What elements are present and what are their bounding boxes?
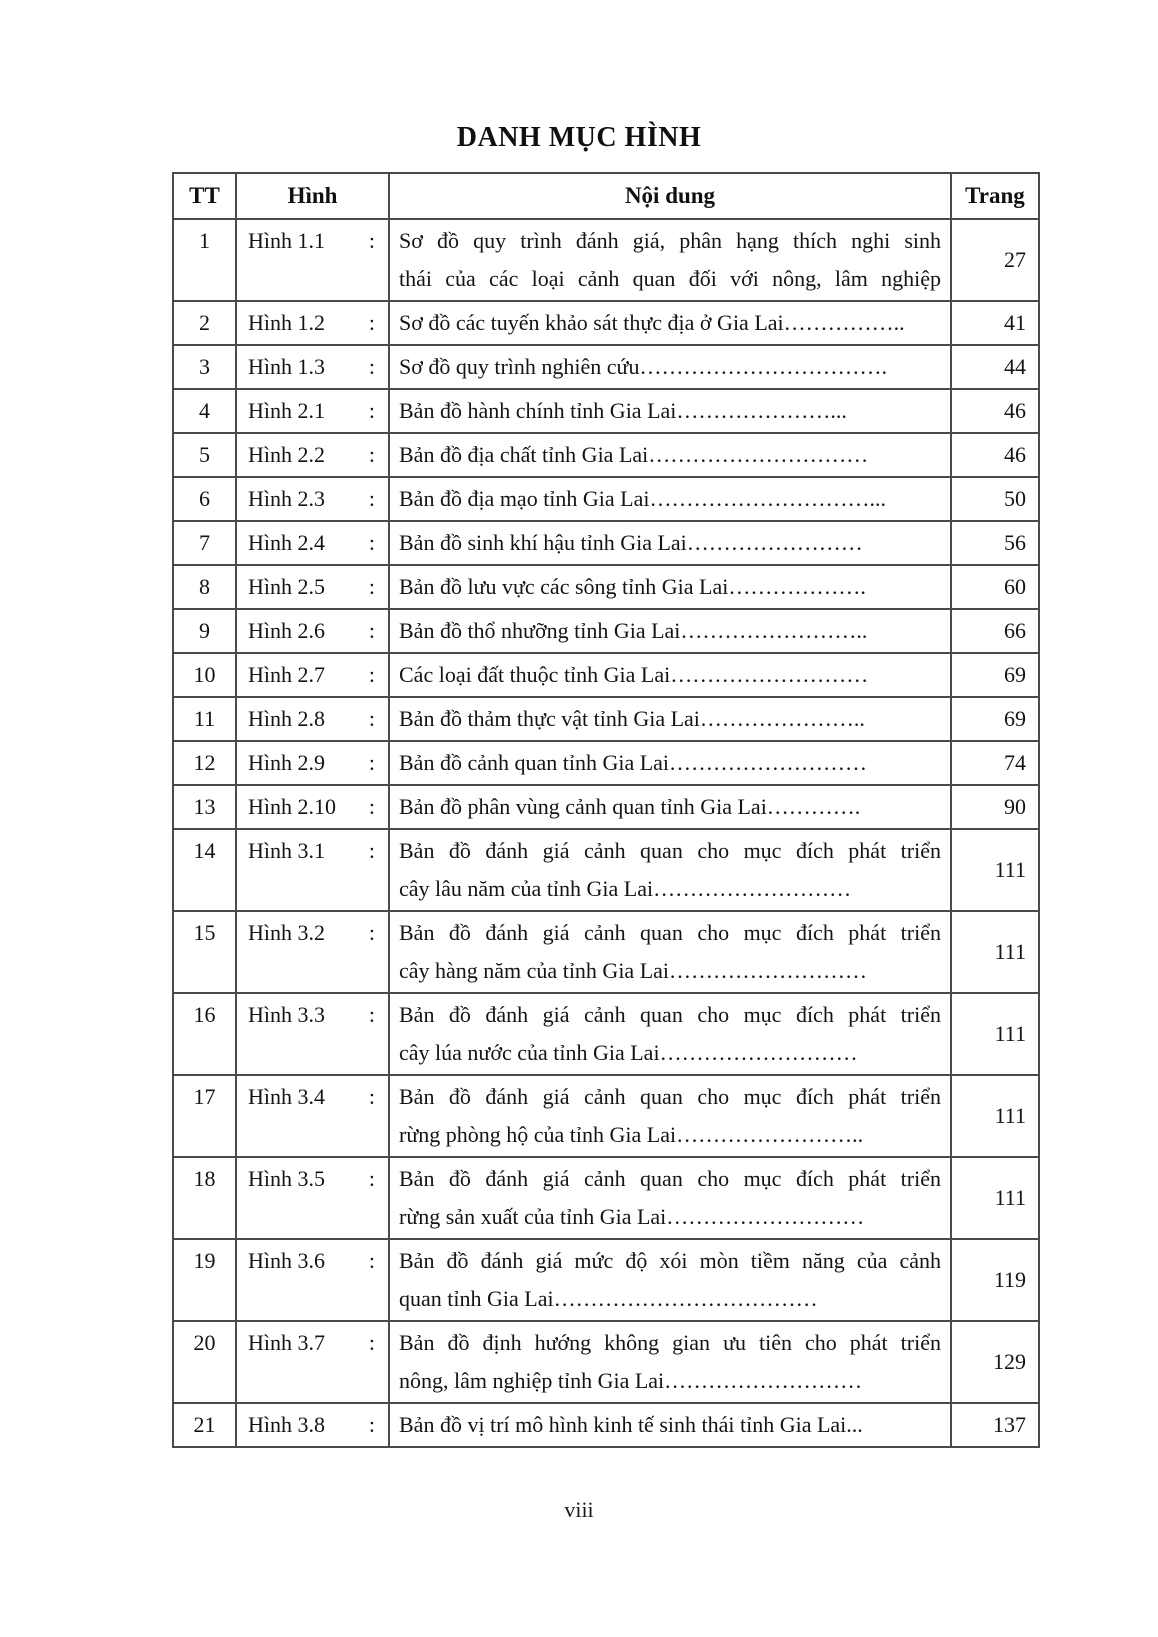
table-row xyxy=(173,345,1039,389)
figure-caption xyxy=(389,219,951,301)
figure-cell xyxy=(236,829,389,911)
figure-cell xyxy=(236,993,389,1075)
caption-line-2: quan tỉnh Gia Lai……………………………… xyxy=(399,1286,818,1311)
figure-cell xyxy=(236,1157,389,1239)
header-tt: TT xyxy=(173,173,236,219)
page-number: 137 xyxy=(951,1403,1039,1447)
table-row xyxy=(173,219,1039,301)
header-trang: Trang xyxy=(951,173,1039,219)
figure-caption xyxy=(389,911,951,993)
figures-table xyxy=(172,172,1040,1448)
figure-cell xyxy=(236,521,389,565)
figure-cell xyxy=(236,433,389,477)
header-hinh: Hình xyxy=(236,173,389,219)
table-row xyxy=(173,1403,1039,1447)
caption-line-1: Bản đồ đánh giá cảnh quan cho mục đích phát triển xyxy=(399,1084,941,1109)
caption-line-2: rừng sản xuất của tỉnh Gia Lai……………………… xyxy=(399,1204,865,1229)
figure-caption xyxy=(389,565,951,609)
caption-line-2: rừng phòng hộ của tỉnh Gia Lai…………………….. xyxy=(399,1122,864,1147)
row-index: 14 xyxy=(173,829,236,911)
colon-separator: : xyxy=(368,354,375,379)
figure-label: Hình 2.10 xyxy=(248,794,336,819)
figure-caption xyxy=(389,1157,951,1239)
caption-line-1: Bản đồ thổ nhưỡng tỉnh Gia Lai…………………….. xyxy=(399,618,868,643)
colon-separator: : xyxy=(368,794,375,819)
figure-cell xyxy=(236,1075,389,1157)
table-row xyxy=(173,1075,1039,1157)
caption-line-2: nông, lâm nghiệp tỉnh Gia Lai……………………… xyxy=(399,1368,863,1393)
table-row xyxy=(173,433,1039,477)
table-row xyxy=(173,609,1039,653)
row-index: 9 xyxy=(173,609,236,653)
page-number: 69 xyxy=(951,653,1039,697)
caption-line-1: Bản đồ địa chất tỉnh Gia Lai………………………… xyxy=(399,442,869,467)
figure-caption xyxy=(389,345,951,389)
table-row xyxy=(173,1239,1039,1321)
row-index: 12 xyxy=(173,741,236,785)
figure-label: Hình 3.3 xyxy=(248,1002,325,1027)
figure-label: Hình 3.6 xyxy=(248,1248,325,1273)
colon-separator: : xyxy=(368,228,375,253)
figure-caption xyxy=(389,697,951,741)
figure-caption xyxy=(389,1403,951,1447)
table-row xyxy=(173,521,1039,565)
row-index: 2 xyxy=(173,301,236,345)
page-number: 111 xyxy=(951,1075,1039,1157)
figure-label: Hình 2.5 xyxy=(248,574,325,599)
caption-line-1: Các loại đất thuộc tỉnh Gia Lai……………………… xyxy=(399,662,869,687)
figure-caption xyxy=(389,1075,951,1157)
table-row xyxy=(173,741,1039,785)
figure-cell xyxy=(236,741,389,785)
caption-line-1: Bản đồ cảnh quan tỉnh Gia Lai……………………… xyxy=(399,750,868,775)
colon-separator: : xyxy=(368,530,375,555)
page-number: 90 xyxy=(951,785,1039,829)
row-index: 5 xyxy=(173,433,236,477)
figure-label: Hình 2.4 xyxy=(248,530,325,555)
table-row xyxy=(173,477,1039,521)
page-number: 60 xyxy=(951,565,1039,609)
figure-caption xyxy=(389,389,951,433)
row-index: 18 xyxy=(173,1157,236,1239)
row-index: 13 xyxy=(173,785,236,829)
figure-cell xyxy=(236,1321,389,1403)
page-number: 66 xyxy=(951,609,1039,653)
figure-cell xyxy=(236,911,389,993)
figure-caption xyxy=(389,1239,951,1321)
figure-cell xyxy=(236,565,389,609)
figure-caption xyxy=(389,653,951,697)
page-number: 50 xyxy=(951,477,1039,521)
colon-separator: : xyxy=(368,1166,375,1191)
table-header-row xyxy=(173,173,1039,219)
caption-line-1: Sơ đồ các tuyến khảo sát thực địa ở Gia Lai…………….. xyxy=(399,310,905,335)
caption-line-2: cây lâu năm của tỉnh Gia Lai……………………… xyxy=(399,876,852,901)
row-index: 17 xyxy=(173,1075,236,1157)
row-index: 20 xyxy=(173,1321,236,1403)
page-number: 111 xyxy=(951,829,1039,911)
figure-label: Hình 1.2 xyxy=(248,310,325,335)
colon-separator: : xyxy=(368,1248,375,1273)
table-row xyxy=(173,565,1039,609)
figure-cell xyxy=(236,345,389,389)
colon-separator: : xyxy=(368,442,375,467)
figure-label: Hình 2.9 xyxy=(248,750,325,775)
caption-line-1: Bản đồ đánh giá cảnh quan cho mục đích phát triển xyxy=(399,838,941,863)
caption-line-1: Bản đồ thảm thực vật tỉnh Gia Lai………………….. xyxy=(399,706,865,731)
figure-cell xyxy=(236,219,389,301)
figure-label: Hình 3.7 xyxy=(248,1330,325,1355)
figure-caption xyxy=(389,521,951,565)
caption-line-2: thái của các loại cảnh quan đối với nông, lâm nghiệp xyxy=(399,266,941,291)
caption-line-1: Bản đồ đánh giá cảnh quan cho mục đích phát triển xyxy=(399,920,941,945)
figure-cell xyxy=(236,785,389,829)
caption-line-1: Bản đồ phân vùng cảnh quan tỉnh Gia Lai…………. xyxy=(399,794,861,819)
caption-line-1: Bản đồ sinh khí hậu tỉnh Gia Lai…………………… xyxy=(399,530,863,555)
page-number: 56 xyxy=(951,521,1039,565)
figure-label: Hình 3.8 xyxy=(248,1412,325,1437)
caption-line-1: Bản đồ đánh giá cảnh quan cho mục đích phát triển xyxy=(399,1002,941,1027)
figure-caption xyxy=(389,1321,951,1403)
row-index: 21 xyxy=(173,1403,236,1447)
figure-label: Hình 2.8 xyxy=(248,706,325,731)
caption-line-1: Bản đồ lưu vực các sông tỉnh Gia Lai………………. xyxy=(399,574,866,599)
figure-label: Hình 2.3 xyxy=(248,486,325,511)
figure-cell xyxy=(236,697,389,741)
figure-cell xyxy=(236,1239,389,1321)
row-index: 6 xyxy=(173,477,236,521)
figure-caption xyxy=(389,785,951,829)
figure-label: Hình 3.4 xyxy=(248,1084,325,1109)
table-row xyxy=(173,829,1039,911)
colon-separator: : xyxy=(368,838,375,863)
figure-caption xyxy=(389,301,951,345)
row-index: 7 xyxy=(173,521,236,565)
table-row xyxy=(173,1157,1039,1239)
caption-line-2: cây lúa nước của tỉnh Gia Lai……………………… xyxy=(399,1040,858,1065)
figure-label: Hình 3.5 xyxy=(248,1166,325,1191)
page-number: 69 xyxy=(951,697,1039,741)
colon-separator: : xyxy=(368,1412,375,1437)
figure-cell xyxy=(236,389,389,433)
figure-label: Hình 2.2 xyxy=(248,442,325,467)
row-index: 1 xyxy=(173,219,236,301)
table-row xyxy=(173,697,1039,741)
colon-separator: : xyxy=(368,486,375,511)
table-row xyxy=(173,1321,1039,1403)
page-number: 74 xyxy=(951,741,1039,785)
caption-line-2: cây hàng năm của tỉnh Gia Lai……………………… xyxy=(399,958,868,983)
figure-label: Hình 2.6 xyxy=(248,618,325,643)
caption-line-1: Bản đồ hành chính tỉnh Gia Lai…………………... xyxy=(399,398,847,423)
colon-separator: : xyxy=(368,310,375,335)
figure-label: Hình 1.1 xyxy=(248,228,325,253)
table-row xyxy=(173,993,1039,1075)
row-index: 3 xyxy=(173,345,236,389)
figure-label: Hình 2.1 xyxy=(248,398,325,423)
table-row xyxy=(173,653,1039,697)
figure-caption xyxy=(389,741,951,785)
colon-separator: : xyxy=(368,1084,375,1109)
row-index: 11 xyxy=(173,697,236,741)
figure-cell xyxy=(236,477,389,521)
page-number: 41 xyxy=(951,301,1039,345)
figure-cell xyxy=(236,609,389,653)
row-index: 15 xyxy=(173,911,236,993)
caption-line-1: Bản đồ định hướng không gian ưu tiên cho phát triển xyxy=(399,1330,941,1355)
caption-line-1: Sơ đồ quy trình nghiên cứu……………………………. xyxy=(399,354,887,379)
colon-separator: : xyxy=(368,1002,375,1027)
caption-line-1: Bản đồ vị trí mô hình kinh tế sinh thái tỉnh Gia Lai... xyxy=(399,1412,863,1437)
figure-label: Hình 3.1 xyxy=(248,838,325,863)
colon-separator: : xyxy=(368,750,375,775)
page-number: 111 xyxy=(951,1157,1039,1239)
figure-caption xyxy=(389,993,951,1075)
caption-line-1: Bản đồ địa mạo tỉnh Gia Lai…………………………... xyxy=(399,486,886,511)
colon-separator: : xyxy=(368,398,375,423)
table-row xyxy=(173,389,1039,433)
figure-label: Hình 3.2 xyxy=(248,920,325,945)
page-number: 27 xyxy=(951,219,1039,301)
colon-separator: : xyxy=(368,706,375,731)
row-index: 16 xyxy=(173,993,236,1075)
figure-cell xyxy=(236,301,389,345)
page-number: 111 xyxy=(951,911,1039,993)
page-number: 111 xyxy=(951,993,1039,1075)
caption-line-1: Sơ đồ quy trình đánh giá, phân hạng thích nghi sinh xyxy=(399,228,941,253)
row-index: 4 xyxy=(173,389,236,433)
table-row xyxy=(173,911,1039,993)
row-index: 8 xyxy=(173,565,236,609)
header-noi-dung: Nội dung xyxy=(389,173,951,219)
page-number: 46 xyxy=(951,433,1039,477)
figure-label: Hình 2.7 xyxy=(248,662,325,687)
figures-table-body xyxy=(173,219,1039,1447)
table-row xyxy=(173,785,1039,829)
caption-line-1: Bản đồ đánh giá cảnh quan cho mục đích phát triển xyxy=(399,1166,941,1191)
figure-caption xyxy=(389,829,951,911)
figure-cell xyxy=(236,1403,389,1447)
page-number-footer: viii xyxy=(564,1497,594,1522)
colon-separator: : xyxy=(368,574,375,599)
figure-caption xyxy=(389,433,951,477)
colon-separator: : xyxy=(368,1330,375,1355)
colon-separator: : xyxy=(368,920,375,945)
figure-cell xyxy=(236,653,389,697)
figure-caption xyxy=(389,609,951,653)
colon-separator: : xyxy=(368,662,375,687)
figure-label: Hình 1.3 xyxy=(248,354,325,379)
row-index: 19 xyxy=(173,1239,236,1321)
colon-separator: : xyxy=(368,618,375,643)
page-number: 119 xyxy=(951,1239,1039,1321)
table-row xyxy=(173,301,1039,345)
page-number: 44 xyxy=(951,345,1039,389)
page-number: 46 xyxy=(951,389,1039,433)
figure-caption xyxy=(389,477,951,521)
caption-line-1: Bản đồ đánh giá mức độ xói mòn tiềm năng của cảnh xyxy=(399,1248,941,1273)
row-index: 10 xyxy=(173,653,236,697)
page-title: DANH MỤC HÌNH xyxy=(456,122,702,153)
page-number: 129 xyxy=(951,1321,1039,1403)
